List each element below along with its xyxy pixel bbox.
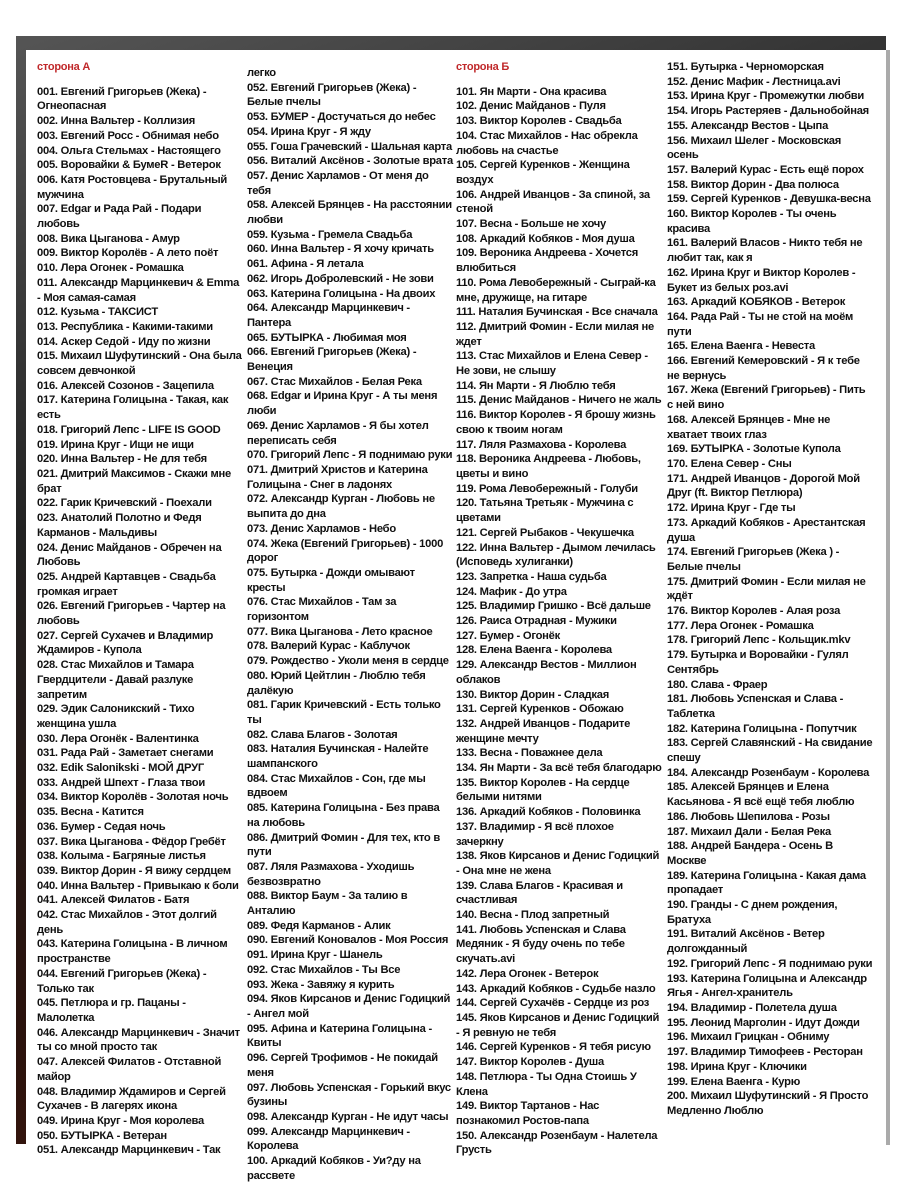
track-entry: 155. Александр Вестов - Цыпа: [667, 119, 829, 132]
track-entry: 027. Сергей Сухачев и Владимир Ждамиров - Купола: [37, 629, 214, 657]
track-entry: 071. Дмитрий Христов и Катерина Голицына - Снег в ладонях: [247, 463, 428, 491]
track-entry: 011. Александр Марцинкевич & Emma - Моя самая-самая: [37, 276, 240, 304]
track-entry: 090. Евгений Коновалов - Моя Россия: [247, 934, 449, 947]
track-entry: 150. Александр Розенбаум - Налетела Грусть: [456, 1129, 658, 1157]
track-entry: 088. Виктор Баум - За талию в Анталию: [247, 890, 408, 918]
track-entry: 045. Петлюра и гр. Пацаны - Малолетка: [37, 997, 186, 1024]
track-entry: 176. Виктор Королев - Алая роза: [667, 605, 841, 618]
track-entry: 018. Григорий Лепс - LIFE IS GOOD: [37, 423, 221, 436]
track-entry: 107. Весна - Больше не хочу: [456, 218, 606, 231]
track-entry: 092. Стас Михайлов - Ты Все: [247, 963, 401, 976]
track-entry: 085. Катерина Голицына - Без права на любовь: [247, 802, 440, 829]
track-entry: 067. Стас Михайлов - Белая Река: [247, 375, 422, 388]
track-entry: 172. Ирина Круг - Где ты: [667, 502, 796, 515]
track-entry: 054. Ирина Круг - Я жду: [247, 125, 371, 138]
track-entry: 002. Инна Вальтер - Коллизия: [37, 115, 195, 128]
track-entry: 166. Евгений Кемеровский - Я к тебе не вернусь: [667, 355, 860, 382]
track-entry: 081. Гарик Кричевский - Есть только ты: [247, 699, 441, 726]
track-entry: 065. БУТЫРКА - Любимая моя: [247, 331, 407, 344]
track-entry: 114. Ян Марти - Я Люблю тебя: [456, 379, 616, 392]
track-entry: 156. Михаил Шелег - Московская осень: [667, 134, 842, 162]
track-entry: 060. Инна Вальтер - Я хочу кричать: [247, 243, 434, 256]
track-entry: 025. Андрей Картавцев - Свадьба громкая играет: [37, 570, 216, 598]
track-entry: 074. Жека (Евгений Григорьев) - 1000 дорог: [247, 537, 444, 565]
track-entry: 007. Edgar и Рада Рай - Подари любовь: [37, 203, 202, 231]
track-entry: 178. Григорий Лепс - Кольщик.mkv: [667, 634, 851, 647]
track-entry: 169. БУТЫРКА - Золотые Купола: [667, 443, 841, 456]
track-entry: 037. Вика Цыганова - Фёдор Гребёт: [37, 835, 226, 848]
track-entry: 022. Гарик Кричевский - Поехали: [37, 497, 212, 510]
track-entry: 116. Виктор Королев - Я брошу жизнь свою к твоим ногам: [456, 409, 656, 436]
track-entry: 008. Вика Цыганова - Амур: [37, 232, 180, 245]
track-entry: 143. Аркадий Кобяков - Судьбе назло: [456, 982, 656, 995]
track-entry: 195. Леонид Марголин - Идут Дожди: [667, 1016, 860, 1029]
track-entry: 171. Андрей Иванцов - Дорогой Мой Друг (ft. Виктор Петлюра): [667, 472, 860, 500]
track-entry: 004. Ольга Стельмах - Настоящего: [37, 144, 221, 157]
track-entry: 040. Инна Вальтер - Привыкаю к боли: [37, 879, 239, 892]
track-entry: 015. Михаил Шуфутинский - Она была совсем девчонкой: [37, 350, 242, 378]
track-entry: 140. Весна - Плод запретный: [456, 909, 610, 922]
track-entry: 042. Стас Михайлов - Этот долгий день: [37, 909, 217, 936]
track-entry: 080. Юрий Цейтлин - Люблю тебя далёкую: [247, 669, 426, 697]
track-entry: 197. Владимир Тимофеев - Ресторан: [667, 1046, 863, 1059]
track-entry: 177. Лера Огонек - Ромашка: [667, 619, 814, 632]
track-entry: 157. Валерий Курас - Есть ещё порох: [667, 163, 864, 176]
track-entry: 099. Александр Марцинкевич - Королева: [247, 1125, 410, 1153]
track-entry: 083. Наталия Бучинская - Налейте шампанского: [247, 743, 429, 771]
track-entry: 152. Денис Мафик - Лестница.avi: [667, 75, 841, 88]
track-entry: 120. Татьяна Третьяк - Мужчина с цветами: [456, 497, 634, 525]
track-entry: 123. Запретка - Наша судьба: [456, 570, 607, 583]
track-entry: 104. Стас Михайлов - Нас обрекла любовь на счастье: [456, 129, 638, 157]
track-entry: 089. Федя Карманов - Алик: [247, 919, 391, 932]
track-entry: 029. Эдик Салоникский - Тихо женщина ушла: [37, 703, 195, 730]
track-entry: 070. Григорий Лепс - Я поднимаю руки: [247, 449, 453, 462]
track-entry: 174. Евгений Григорьев (Жека ) - Белые пчелы: [667, 546, 840, 573]
track-entry: 184. Александр Розенбаум - Королева: [667, 766, 870, 779]
track-entry: 182. Катерина Голицына - Попутчик: [667, 722, 857, 735]
track-entry: 124. Мафик - До утра: [456, 585, 567, 598]
track-entry: 108. Аркадий Кобяков - Моя душа: [456, 232, 635, 245]
track-entry: 137. Владимир - Я всё плохое зачеркну: [456, 820, 614, 848]
track-entry: 118. Вероника Андреева - Любовь, цветы и вино: [456, 453, 641, 480]
track-entry: 076. Стас Михайлов - Там за горизонтом: [247, 596, 397, 624]
track-entry: 049. Ирина Круг - Моя королева: [37, 1114, 205, 1127]
track-entry: 106. Андрей Иванцов - За спиной, за стеной: [456, 188, 650, 216]
track-entry: 078. Валерий Курас - Каблучок: [247, 640, 410, 653]
track-entry: 141. Любовь Успенская и Слава Медяник - Я буду очень по тебе скучать.avi: [456, 923, 626, 966]
track-entry: 127. Бумер - Огонёк: [456, 629, 560, 642]
track-entry: 112. Дмитрий Фомин - Если милая не ждет: [456, 320, 655, 348]
track-entry: 068. Edgar и Ирина Круг - А ты меня люби: [247, 390, 438, 418]
track-entry: 170. Елена Север - Сны: [667, 457, 792, 470]
track-entry: 047. Алексей Филатов - Отставной майор: [37, 1056, 222, 1083]
track-entry: 057. Денис Харламов - От меня до тебя: [247, 169, 429, 197]
track-entry: 058. Алексей Брянцев - На расстоянии любви: [247, 199, 452, 227]
track-entry: 145. Яков Кирсанов и Денис Годицкий - Я ревную не тебя: [456, 1012, 660, 1039]
track-entry: 010. Лера Огонек - Ромашка: [37, 262, 184, 275]
track-entry: 153. Ирина Круг - Промежутки любви: [667, 90, 865, 103]
track-entry: 173. Аркадий Кобяков - Арестантская душа: [667, 516, 866, 544]
track-entry: 128. Елена Ваенга - Королева: [456, 644, 612, 657]
track-entry: 020. Инна Вальтер - Не для тебя: [37, 453, 207, 466]
track-entry: 091. Ирина Круг - Шанель: [247, 949, 383, 962]
track-entry: легко: [247, 67, 276, 79]
track-entry: 094. Яков Кирсанов и Денис Годицкий - Ангел мой: [247, 993, 451, 1020]
track-entry: 098. Александр Курган - Не идут часы: [247, 1110, 449, 1123]
column-side-b-1: [456, 50, 662, 1158]
track-entry: 093. Жека - Завяжу я курить: [247, 978, 395, 991]
track-entry: 087. Ляля Размахова - Уходишь безвозвратно: [247, 860, 415, 888]
track-entry: 136. Аркадий Кобяков - Половинка: [456, 806, 641, 819]
track-entry: 110. Рома Левобережный - Сыграй-ка мне, дружище, на гитаре: [456, 276, 656, 304]
track-entry: 139. Слава Благов - Красивая и счастливая: [456, 879, 623, 907]
track-entry: 130. Виктор Дорин - Сладкая: [456, 688, 610, 701]
track-entry: 055. Гоша Грачевский - Шальная карта: [247, 140, 452, 153]
track-entry: 189. Катерина Голицына - Какая дама пропадает: [667, 869, 866, 897]
track-entry: 160. Виктор Королев - Ты очень красива: [667, 208, 837, 235]
track-entry: 117. Ляля Размахова - Королева: [456, 438, 627, 451]
track-entry: 144. Сергей Сухачёв - Сердце из роз: [456, 997, 650, 1010]
track-entry: 194. Владимир - Полетела душа: [667, 1002, 837, 1014]
track-entry: 019. Ирина Круг - Ищи не ищи: [37, 438, 194, 451]
track-entry: 193. Катерина Голицына и Александр Ягья - Ангел-хранитель: [667, 972, 867, 1000]
track-entry: 186. Любовь Шепилова - Розы: [667, 810, 830, 823]
track-entry: 035. Весна - Катится: [37, 806, 144, 819]
track-entry: 121. Сергей Рыбаков - Чекушечка: [456, 526, 634, 539]
track-entry: 097. Любовь Успенская - Горький вкус бузины: [247, 1081, 451, 1109]
track-entry: 086. Дмитрий Фомин - Для тех, кто в пути: [247, 831, 440, 859]
track-entry: 198. Ирина Круг - Ключики: [667, 1060, 807, 1073]
track-entry: 180. Слава - Фраер: [667, 678, 768, 691]
track-entry: 162. Ирина Круг и Виктор Королев - Букет из белых роз.avi: [667, 266, 856, 294]
track-entry: 103. Виктор Королев - Свадьба: [456, 115, 622, 128]
track-entry: 148. Петлюра - Ты Одна Стоишь У Клена: [456, 1070, 637, 1098]
track-entry: 030. Лера Огонёк - Валентинка: [37, 732, 199, 745]
track-entry: 111. Наталия Бучинская - Все сначала: [456, 306, 658, 319]
track-entry: 161. Валерий Власов - Никто тебя не любит так, как я: [667, 237, 863, 265]
track-entry: 061. Афина - Я летала: [247, 258, 364, 271]
track-entry: 129. Александр Вестов - Миллион облаков: [456, 659, 637, 686]
track-entry: 006. Катя Ростовцева - Брутальный мужчина: [37, 173, 228, 201]
track-entry: 164. Рада Рай - Ты не стой на моём пути: [667, 310, 854, 338]
track-entry: 113. Стас Михайлов и Елена Север - Не зови, не слышу: [456, 350, 648, 378]
track-entry: 063. Катерина Голицына - На двоих: [247, 287, 436, 300]
track-entry: 147. Виктор Королев - Душа: [456, 1056, 604, 1069]
track-entry: 191. Виталий Аксёнов - Ветер долгожданный: [667, 928, 825, 956]
track-entry: 048. Владимир Ждамиров и Сергей Сухачев - В лагерях икона: [37, 1085, 226, 1113]
track-entry: 126. Раиса Отрадная - Мужики: [456, 615, 617, 628]
side-a-heading: сторона А: [37, 61, 91, 73]
track-entry: 190. Гранды - С днем рождения, Братуха: [667, 899, 838, 926]
track-entry: 167. Жека (Евгений Григорьев) - Пить с ней вино: [667, 384, 866, 412]
track-entry: 069. Денис Харламов - Я бы хотел переписать себя: [247, 419, 429, 447]
track-entry: 032. Edik Salonikski - МОЙ ДРУГ: [37, 762, 204, 775]
track-entry: 149. Виктор Тартанов - Нас познакомил Ростов-папа: [456, 1100, 600, 1127]
track-entry: 102. Денис Майданов - Пуля: [456, 100, 606, 113]
track-entry: 185. Алексей Брянцев и Елена Касьянова - Я всё ещё тебя люблю: [667, 781, 855, 809]
track-entry: 109. Вероника Андреева - Хочется влюбиться: [456, 247, 639, 275]
track-entry: 077. Вика Цыганова - Лето красное: [247, 625, 433, 638]
track-entry: 014. Аскер Седой - Иду по жизни: [37, 335, 211, 348]
track-entry: 187. Михаил Дали - Белая Река: [667, 825, 831, 838]
track-entry: 003. Евгений Росс - Обнимая небо: [37, 129, 219, 142]
track-entry: 158. Виктор Дорин - Два полюса: [667, 178, 839, 191]
track-entry: 084. Стас Михайлов - Сон, где мы вдвоем: [247, 772, 426, 800]
track-entry: 028. Стас Михайлов и Тамара Гвердцители - Давай разлуке запретим: [37, 659, 194, 701]
track-entry: 095. Афина и Катерина Голицына - Квиты: [247, 1022, 432, 1050]
track-entry: 200. Михаил Шуфутинский - Я Просто Медленно Люблю: [667, 1090, 869, 1117]
track-entry: 175. Дмитрий Фомин - Если милая не ждёт: [667, 575, 866, 603]
track-entry: 082. Слава Благов - Золотая: [247, 728, 398, 741]
track-entry: 043. Катерина Голицына - В личном пространстве: [37, 938, 228, 966]
track-entry: 192. Григорий Лепс - Я поднимаю руки: [667, 957, 873, 970]
track-entry: 179. Бутырка и Воровайки - Гулял Сентябрь: [667, 649, 849, 676]
track-entry: 101. Ян Марти - Она красива: [456, 85, 607, 98]
track-entry: 131. Сергей Куренков - Обожаю: [456, 703, 624, 716]
track-entry: 001. Евгений Григорьев (Жека) - Огнеопасная: [37, 85, 207, 113]
track-entry: 039. Виктор Дорин - Я вижу сердцем: [37, 864, 231, 877]
track-entry: 146. Сергей Куренков - Я тебя рисую: [456, 1041, 651, 1054]
track-entry: 154. Игорь Растеряев - Дальнобойная: [667, 105, 869, 118]
track-entry: 168. Алексей Брянцев - Мне не хватает твоих глаз: [667, 413, 831, 441]
track-entry: 183. Сергей Славянский - На свидание спешу: [667, 737, 873, 765]
track-entry: 034. Виктор Королёв - Золотая ночь: [37, 791, 229, 804]
track-entry: 199. Елена Ваенга - Курю: [667, 1075, 801, 1088]
track-entry: 013. Республика - Какими-такими: [37, 320, 213, 333]
track-entry: 005. Воровайки & БумеR - Ветерок: [37, 159, 221, 172]
tracklist-sheet: [26, 50, 890, 1182]
track-entry: 079. Рождество - Уколи меня в сердце: [247, 655, 449, 668]
track-entry: 046. Александр Марцинкевич - Значит ты со мной просто так: [37, 1026, 240, 1054]
column-side-b-2: [667, 60, 873, 1119]
track-entry: 023. Анатолий Полотно и Федя Карманов - Мальдивы: [37, 512, 202, 539]
track-entry: 038. Колыма - Багряные листья: [37, 850, 206, 863]
track-entry: 053. БУМЕР - Достучаться до небес: [247, 111, 436, 124]
track-entry: 105. Сергей Куренков - Женщина воздух: [456, 159, 630, 186]
track-entry: 165. Елена Ваенга - Невеста: [667, 340, 815, 353]
track-entry: 181. Любовь Успенская и Слава - Таблетка: [667, 693, 844, 720]
track-entry: 133. Весна - Поважнее дела: [456, 747, 603, 760]
track-entry: 050. БУТЫРКА - Ветеран: [37, 1129, 167, 1142]
track-entry: 031. Рада Рай - Заметает снегами: [37, 747, 214, 760]
track-entry: 159. Сергей Куренков - Девушка-весна: [667, 193, 871, 206]
track-entry: 059. Кузьма - Гремела Свадьба: [247, 228, 413, 241]
track-entry: 052. Евгений Григорьев (Жека) - Белые пчелы: [247, 81, 417, 109]
track-entry: 134. Ян Марти - За всё тебя благодарю: [456, 762, 662, 775]
track-entry: 056. Виталий Аксёнов - Золотые врата: [247, 155, 453, 168]
track-entry: 012. Кузьма - ТАКСИСТ: [37, 306, 158, 319]
track-entry: 138. Яков Кирсанов и Денис Годицкий - Она мне не жена: [456, 850, 660, 877]
track-entry: 073. Денис Харламов - Небо: [247, 522, 396, 535]
track-entry: 009. Виктор Королёв - А лето поёт: [37, 247, 219, 260]
track-entry: 115. Денис Майданов - Ничего не жаль: [456, 394, 662, 407]
track-entry: 062. Игорь Добролевский - Не зови: [247, 272, 434, 285]
track-entry: 044. Евгений Григорьев (Жека) - Только так: [37, 967, 207, 995]
track-entry: 041. Алексей Филатов - Батя: [37, 894, 190, 907]
column-side-a-1: [37, 50, 243, 1158]
track-entry: 066. Евгений Григорьев (Жека) - Венеция: [247, 346, 417, 374]
track-entry: 072. Александр Курган - Любовь не выпита до дна: [247, 493, 435, 521]
track-entry: 132. Андрей Иванцов - Подарите женщине мечту: [456, 717, 631, 745]
track-entry: 163. Аркадий КОБЯКОВ - Ветерок: [667, 296, 846, 309]
track-entry: 122. Инна Вальтер - Дымом лечилась (Исповедь хулиганки): [456, 541, 656, 569]
track-entry: 135. Виктор Королев - На сердце белыми нитями: [456, 776, 630, 804]
track-entry: 033. Андрей Шпехт - Глаза твои: [37, 776, 205, 789]
track-entry: 064. Александр Марцинкевич - Пантера: [247, 302, 410, 329]
track-entry: 021. Дмитрий Максимов - Скажи мне брат: [37, 467, 232, 495]
track-entry: 142. Лера Огонек - Ветерок: [456, 967, 599, 980]
track-entry: 016. Алексей Созонов - Зацепила: [37, 379, 214, 392]
column-side-a-2: [247, 67, 453, 1183]
track-entry: 188. Андрей Бандера - Осень В Москве: [667, 840, 833, 867]
track-entry: 051. Александр Марцинкевич - Так: [37, 1144, 221, 1157]
side-b-heading: сторона Б: [456, 61, 509, 73]
track-entry: 125. Владимир Гришко - Всё дальше: [456, 600, 651, 613]
track-entry: 024. Денис Майданов - Обречен на Любовь: [37, 541, 222, 569]
track-entry: 036. Бумер - Седая ночь: [37, 820, 166, 833]
track-entry: 196. Михаил Грицкан - Обниму: [667, 1031, 830, 1044]
track-entry: 075. Бутырка - Дожди омывают кресты: [247, 566, 415, 594]
track-entry: 026. Евгений Григорьев - Чартер на любовь: [37, 600, 226, 628]
track-entry: 100. Аркадий Кобяков - Уи?ду на рассвете: [247, 1155, 421, 1182]
track-entry: 119. Рома Левобережный - Голуби: [456, 482, 638, 495]
track-entry: 151. Бутырка - Черноморская: [667, 61, 824, 73]
track-entry: 017. Катерина Голицына - Такая, как есть: [37, 394, 229, 422]
track-entry: 096. Сергей Трофимов - Не покидай меня: [247, 1052, 438, 1079]
